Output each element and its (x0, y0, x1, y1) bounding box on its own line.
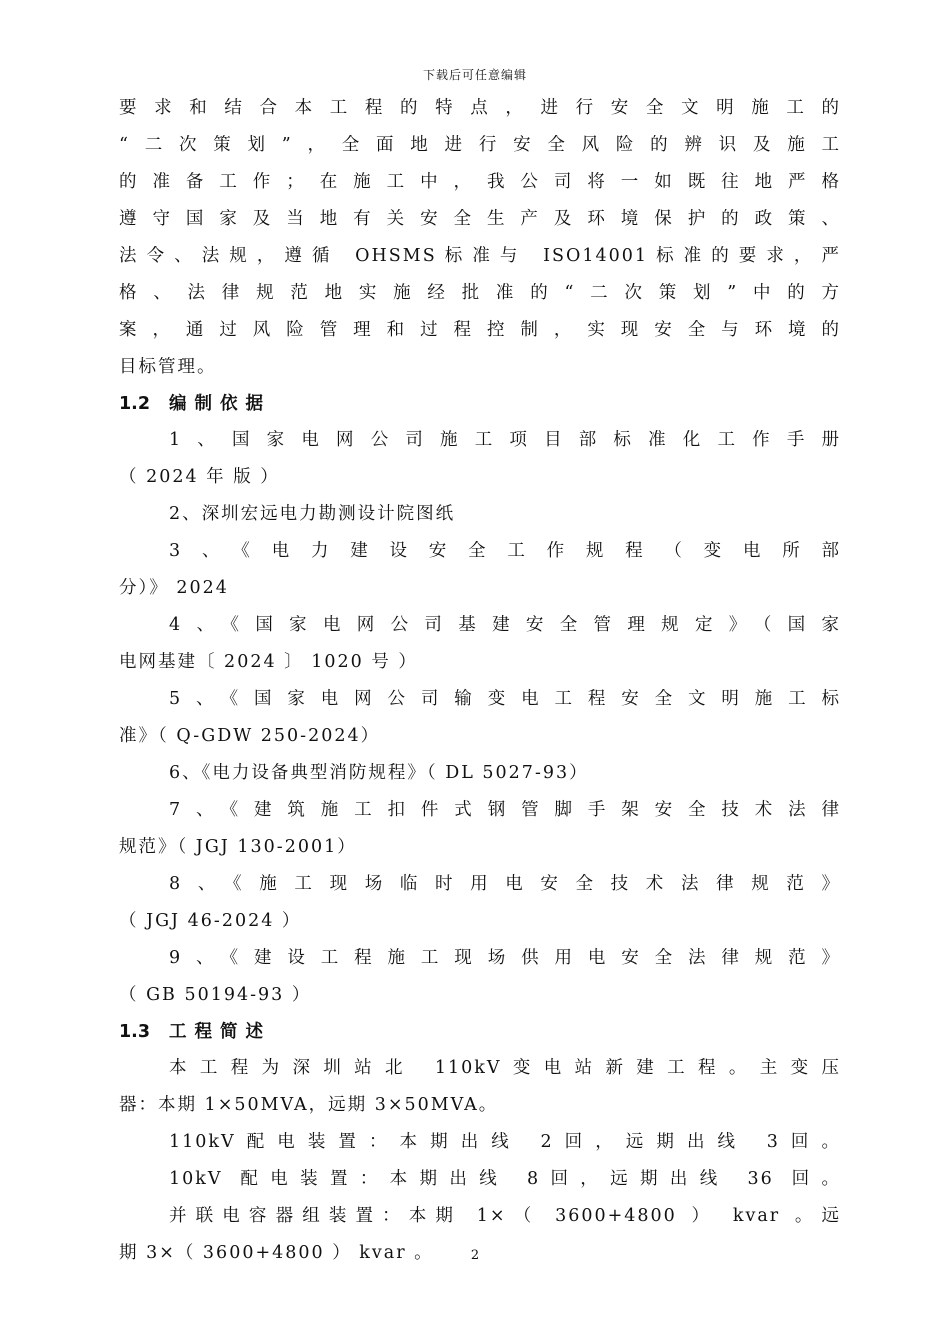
section-number: 1.3 (119, 1022, 151, 1042)
list-item-continuation: 准》（ Q-GDW 250-2024） (119, 726, 381, 746)
list-item-continuation: （ 2024 年 版 ） (119, 467, 280, 487)
text-line: 的准备工作；在施工中，我公司将一如既往地严格 (119, 172, 841, 192)
section-number: 1.2 (119, 394, 151, 414)
text-line: 法令、法规，遵循 OHSMS标准与 ISO14001标准的要求，严 (119, 246, 841, 266)
list-item-continuation: 规范》（ JGJ 130-2001） (119, 837, 357, 857)
overview-paragraph (119, 1050, 841, 1272)
intro-paragraph (119, 90, 841, 386)
list-item: 9、《建设工程施工现场供用电安全法律规范》 (169, 948, 841, 968)
text-line: “二次策划”，全面地进行安全风险的辨识及施工 (119, 135, 841, 155)
text-line: 格、法律规范地实施经批准的“二次策划”中的方 (119, 283, 841, 303)
section-title: 编制依据 (169, 394, 271, 414)
text-line: 并联电容器组装置：本期 1×（ 3600+4800 ） kvar 。远 (169, 1206, 841, 1226)
text-line: 110kV配电装置：本期出线 2回，远期出线 3回。 (169, 1132, 841, 1152)
list-item-continuation: （ JGJ 46-2024 ） (119, 911, 302, 931)
page-number: 2 (470, 1248, 480, 1263)
list-item-continuation: （ GB 50194-93 ） (119, 985, 312, 1005)
list-item-continuation: 电网基建〔 2024 〕 1020 号 ） (119, 652, 418, 672)
text-line: 目标管理。 (119, 357, 217, 377)
document-body (119, 90, 841, 1272)
section-heading-1-3 (119, 1014, 841, 1050)
list-item: 1、国家电网公司施工项目部标准化工作手册 (169, 430, 841, 450)
list-item: 6、《电力设备典型消防规程》（ DL 5027-93） (169, 763, 589, 783)
text-line: 器：本期 1×50MVA，远期 3×50MVA。 (119, 1095, 499, 1115)
list-item: 4、《国家电网公司基建安全管理规定》（国家 (169, 615, 841, 635)
text-line: 要求和结合本工程的特点，进行安全文明施工的 (119, 98, 841, 118)
text-line: 期 3×（ 3600+4800 ） kvar 。 (119, 1243, 434, 1263)
basis-list (119, 422, 841, 1014)
text-line: 10kV 配电装置：本期出线 8回，远期出线 36 回。 (169, 1169, 841, 1189)
text-line: 案，通过风险管理和过程控制，实现安全与环境的 (119, 320, 841, 340)
list-item: 2、深圳宏远电力勘测设计院图纸 (169, 504, 456, 524)
section-heading-1-2 (119, 386, 841, 422)
section-title: 工程简述 (169, 1022, 271, 1042)
list-item: 7、《建筑施工扣件式钢管脚手架安全技术法律 (169, 800, 841, 820)
list-item: 3、《电力建设安全工作规程（变电所部 (169, 541, 841, 561)
page-header: 下载后可任意编辑 (422, 68, 527, 82)
text-line: 遵守国家及当地有关安全生产及环境保护的政策、 (119, 209, 841, 229)
list-item-continuation: 分）》 2024 (119, 578, 229, 598)
list-item: 5、《国家电网公司输变电工程安全文明施工标 (169, 689, 841, 709)
list-item: 8、《施工现场临时用电安全技术法律规范》 (169, 874, 841, 894)
text-line: 本工程为深圳站北 110kV变电站新建工程。主变压 (169, 1058, 841, 1078)
